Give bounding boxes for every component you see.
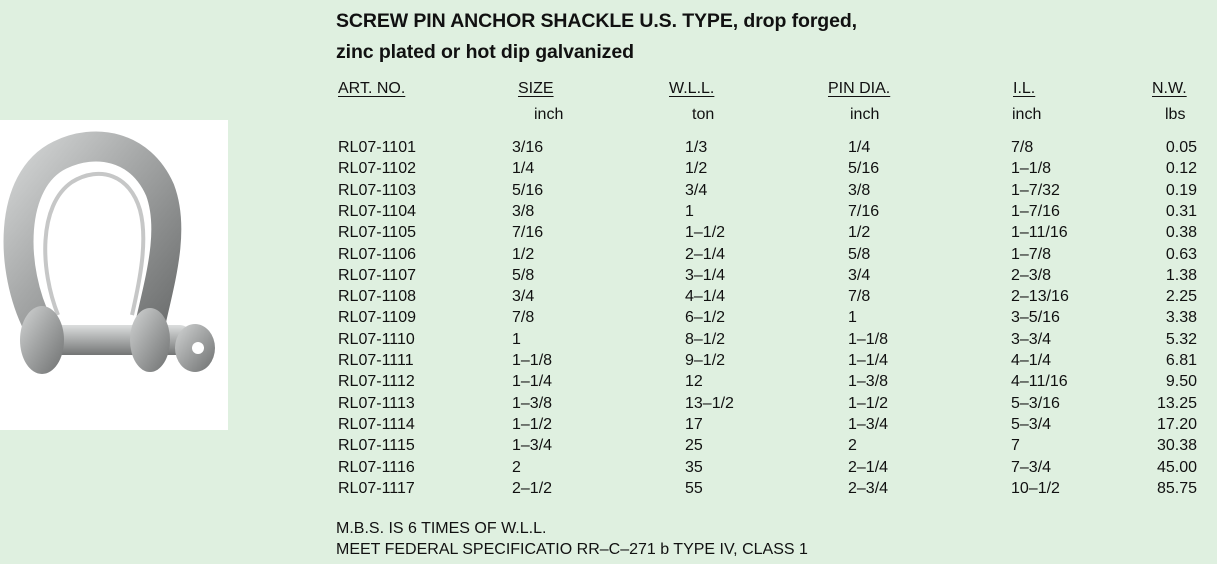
cell-size: 1–1/4	[512, 373, 553, 391]
cell-pin-dia: 7/16	[848, 202, 880, 220]
table-row	[0, 393, 1217, 414]
table-row	[0, 457, 1217, 478]
cell-size: 5/8	[512, 266, 535, 284]
cell-art-no: RL07-1115	[338, 437, 415, 455]
cell-size: 1–3/8	[512, 394, 553, 412]
cell-il: 5–3/16	[1011, 394, 1060, 412]
cell-nw: 6.81	[1165, 352, 1197, 369]
cell-wll: 2–1/4	[685, 245, 726, 263]
cell-il: 1–7/16	[1011, 202, 1060, 220]
cell-wll: 4–1/4	[685, 288, 726, 306]
cell-wll: 1	[685, 202, 694, 220]
note-spec: MEET FEDERAL SPECIFICATIO RR–C–271 b TYPE IV, CLASS 1	[336, 541, 808, 558]
cell-art-no: RL07-1116	[338, 458, 415, 476]
table-row	[0, 329, 1217, 350]
cell-pin-dia: 1–1/8	[848, 330, 889, 348]
cell-size: 3/8	[512, 202, 535, 220]
cell-art-no: RL07-1103	[338, 181, 416, 199]
table-row	[0, 478, 1217, 499]
title-line-1: SCREW PIN ANCHOR SHACKLE U.S. TYPE, drop forged,	[336, 10, 857, 32]
unit-pin-dia: inch	[850, 106, 880, 123]
cell-size: 1–3/4	[512, 437, 553, 455]
cell-il: 7/8	[1011, 139, 1034, 156]
cell-nw: 1.38	[1165, 266, 1197, 284]
cell-il: 1–7/32	[1011, 181, 1060, 199]
header-nw: N.W.	[1152, 80, 1187, 97]
cell-size: 1/2	[512, 245, 535, 263]
cell-pin-dia: 2–1/4	[848, 458, 889, 476]
cell-pin-dia: 1–3/4	[848, 415, 889, 433]
table-row	[0, 414, 1217, 435]
title-line-2: zinc plated or hot dip galvanized	[336, 41, 634, 63]
cell-wll: 8–1/2	[685, 330, 726, 348]
header-il: I.L.	[1013, 80, 1036, 97]
cell-art-no: RL07-1117	[338, 479, 415, 497]
unit-il: inch	[1012, 106, 1042, 123]
table-row	[0, 265, 1217, 286]
cell-wll: 12	[685, 373, 703, 391]
table-row	[0, 435, 1217, 456]
cell-pin-dia: 5/16	[848, 160, 880, 178]
unit-size: inch	[534, 106, 564, 123]
cell-nw: 0.19	[1165, 181, 1197, 199]
cell-size: 1–1/8	[512, 352, 553, 369]
cell-pin-dia: 1/4	[848, 139, 871, 156]
header-art-no: ART. NO.	[338, 80, 406, 97]
cell-pin-dia: 2–3/4	[848, 479, 889, 497]
header-pin-dia: PIN DIA.	[828, 80, 891, 97]
cell-art-no: RL07-1107	[338, 266, 416, 284]
cell-wll: 1/3	[685, 139, 708, 156]
cell-nw: 2.25	[1165, 288, 1197, 306]
cell-size: 7/16	[512, 224, 544, 242]
cell-il: 1–11/16	[1011, 224, 1068, 242]
cell-pin-dia: 3/4	[848, 266, 871, 284]
cell-wll: 1/2	[685, 160, 708, 178]
cell-nw: 85.75	[1156, 479, 1197, 497]
cell-art-no: RL07-1105	[338, 224, 416, 242]
table-row	[0, 286, 1217, 307]
cell-size: 7/8	[512, 309, 535, 327]
cell-art-no: RL07-1101	[338, 139, 416, 156]
table-row	[0, 371, 1217, 392]
table-row	[0, 244, 1217, 265]
cell-size: 3/16	[512, 139, 544, 156]
cell-pin-dia: 1	[848, 309, 857, 327]
cell-il: 3–3/4	[1011, 330, 1052, 348]
table-row	[0, 201, 1217, 222]
note-mbs: M.B.S. IS 6 TIMES OF W.L.L.	[336, 520, 547, 537]
cell-il: 1–7/8	[1011, 245, 1052, 263]
cell-nw: 0.31	[1165, 202, 1197, 220]
cell-wll: 17	[685, 415, 703, 433]
cell-il: 2–3/8	[1011, 266, 1052, 284]
cell-nw: 45.00	[1156, 458, 1197, 476]
cell-il: 3–5/16	[1011, 309, 1060, 327]
cell-nw: 0.05	[1165, 139, 1197, 156]
cell-size: 2–1/2	[512, 479, 553, 497]
cell-size: 2	[512, 458, 521, 476]
unit-wll: ton	[692, 106, 715, 123]
cell-il: 4–11/16	[1011, 373, 1068, 391]
cell-wll: 6–1/2	[685, 309, 726, 327]
table-row	[0, 137, 1217, 158]
cell-nw: 0.12	[1165, 160, 1197, 178]
table-row	[0, 180, 1217, 201]
cell-il: 10–1/2	[1011, 479, 1060, 497]
cell-nw: 30.38	[1156, 437, 1197, 455]
cell-il: 2–13/16	[1011, 288, 1069, 306]
page-title	[336, 6, 857, 68]
table-row	[0, 158, 1217, 179]
cell-pin-dia: 1–3/8	[848, 373, 889, 391]
header-wll: W.L.L.	[669, 80, 715, 97]
cell-wll: 3/4	[685, 181, 708, 199]
cell-nw: 17.20	[1156, 415, 1197, 433]
cell-wll: 25	[685, 437, 703, 455]
cell-pin-dia: 1/2	[848, 224, 871, 242]
cell-art-no: RL07-1108	[338, 288, 416, 306]
cell-art-no: RL07-1112	[338, 373, 415, 391]
cell-il: 7–3/4	[1011, 458, 1052, 476]
cell-art-no: RL07-1109	[338, 309, 416, 327]
cell-nw: 5.32	[1165, 330, 1197, 348]
cell-size: 5/16	[512, 181, 544, 199]
cell-wll: 1–1/2	[685, 224, 726, 242]
cell-pin-dia: 3/8	[848, 181, 871, 199]
cell-pin-dia: 2	[848, 437, 857, 455]
cell-art-no: RL07-1110	[338, 330, 415, 348]
cell-il: 4–1/4	[1011, 352, 1052, 369]
cell-art-no: RL07-1111	[338, 352, 414, 369]
cell-il: 1–1/8	[1011, 160, 1052, 178]
cell-pin-dia: 5/8	[848, 245, 871, 263]
cell-nw: 0.38	[1165, 224, 1197, 242]
cell-pin-dia: 1–1/4	[848, 352, 889, 369]
cell-nw: 3.38	[1165, 309, 1197, 327]
cell-pin-dia: 7/8	[848, 288, 871, 306]
cell-art-no: RL07-1104	[338, 202, 416, 220]
cell-art-no: RL07-1114	[338, 415, 415, 433]
cell-il: 5–3/4	[1011, 415, 1052, 433]
cell-size: 1	[512, 330, 521, 348]
header-size: SIZE	[518, 80, 554, 97]
table-row	[0, 350, 1217, 371]
cell-size: 1–1/2	[512, 415, 553, 433]
notes	[336, 518, 808, 560]
cell-nw: 9.50	[1165, 373, 1197, 391]
cell-wll: 9–1/2	[685, 352, 726, 369]
cell-wll: 3–1/4	[685, 266, 726, 284]
cell-nw: 13.25	[1156, 394, 1197, 412]
cell-wll: 13–1/2	[685, 394, 734, 412]
table-row	[0, 222, 1217, 243]
cell-il: 7	[1011, 437, 1020, 455]
cell-nw: 0.63	[1165, 245, 1197, 263]
cell-wll: 55	[685, 479, 703, 497]
table-row	[0, 307, 1217, 328]
cell-art-no: RL07-1102	[338, 160, 416, 178]
cell-pin-dia: 1–1/2	[848, 394, 889, 412]
cell-size: 1/4	[512, 160, 535, 178]
cell-wll: 35	[685, 458, 703, 476]
cell-size: 3/4	[512, 288, 535, 306]
cell-art-no: RL07-1106	[338, 245, 416, 263]
cell-art-no: RL07-1113	[338, 394, 415, 412]
unit-nw: lbs	[1165, 106, 1186, 123]
